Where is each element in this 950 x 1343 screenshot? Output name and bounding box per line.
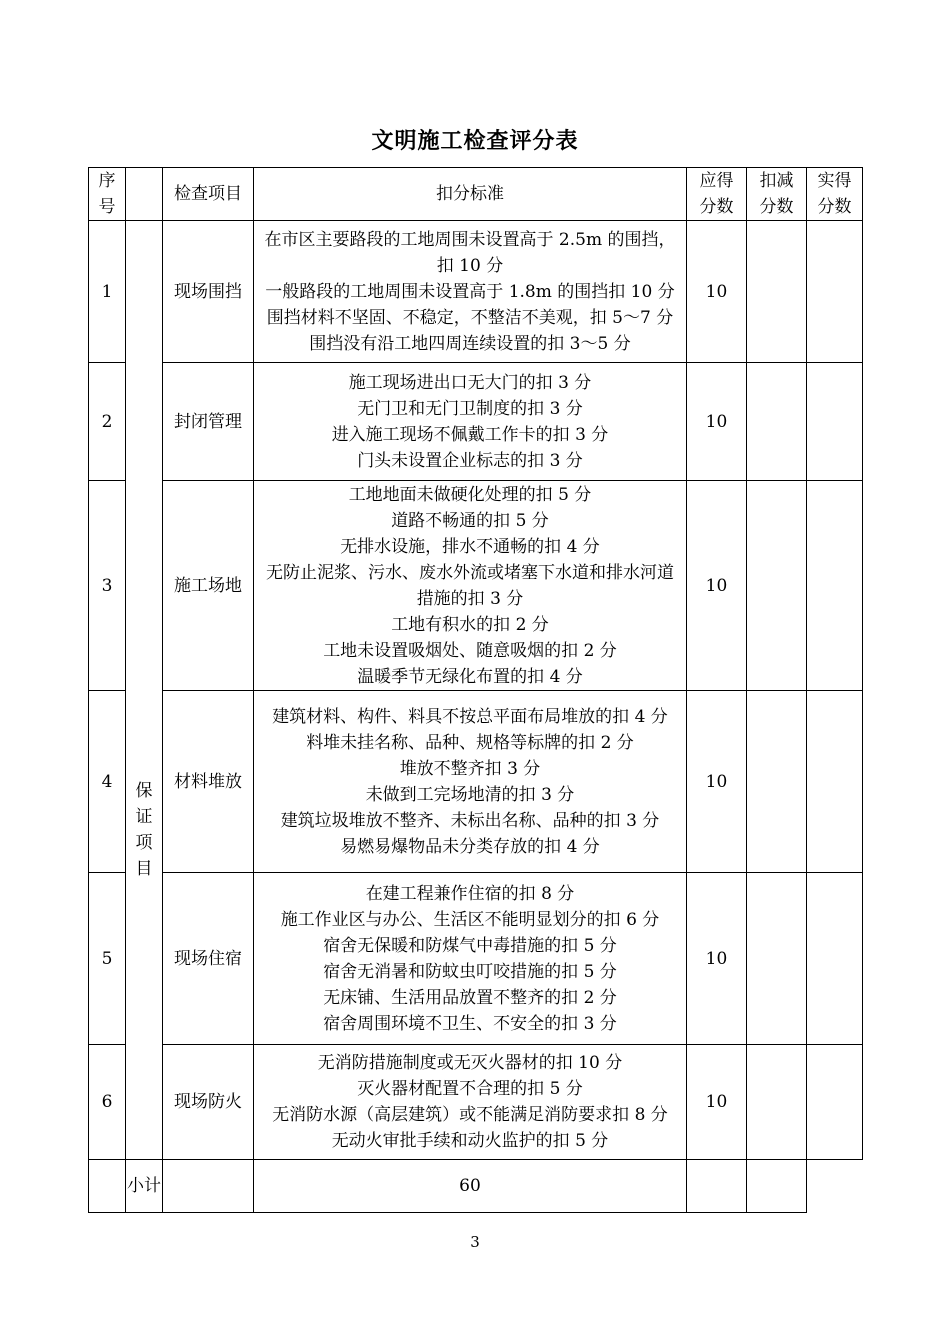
row-item: 封闭管理 — [163, 363, 254, 481]
criteria-line: 堆放不整齐扣 3 分 — [399, 758, 541, 779]
subtotal-deducted — [687, 1160, 747, 1213]
criteria-line: 一般路段的工地周围未设置高于 1.8m 的围挡扣 10 分 — [265, 281, 675, 302]
page-title: 文明施工检查评分表 — [371, 129, 579, 154]
criteria-line: 措施的扣 3 分 — [416, 588, 524, 609]
criteria-line: 门头未设置企业标志的扣 3 分 — [357, 450, 583, 471]
criteria-line: 未做到工完场地清的扣 3 分 — [365, 784, 575, 805]
criteria-line: 道路不畅通的扣 5 分 — [391, 510, 549, 531]
criteria-line: 料堆未挂名称、品种、规格等标牌的扣 2 分 — [306, 732, 634, 753]
criteria-line: 进入施工现场不佩戴工作卡的扣 3 分 — [331, 424, 609, 445]
criteria-line: 温暖季节无绿化布置的扣 4 分 — [357, 666, 583, 687]
criteria-line: 易燃易爆物品未分类存放的扣 4 分 — [340, 836, 600, 857]
header-category — [126, 168, 163, 221]
criteria-line: 无床铺、生活用品放置不整齐的扣 2 分 — [323, 987, 617, 1008]
subtotal-actual — [747, 1160, 807, 1213]
criteria-line: 无动火审批手续和动火监护的扣 5 分 — [331, 1131, 609, 1151]
criteria-line: 灭火器材配置不合理的扣 5 分 — [357, 1079, 583, 1099]
row-actual — [807, 1045, 863, 1160]
row-seq: 2 — [89, 363, 126, 481]
criteria-line: 工地有积水的扣 2 分 — [391, 614, 549, 635]
header-row — [89, 168, 863, 221]
row-full-score: 10 — [687, 691, 747, 873]
row-seq: 6 — [89, 1045, 126, 1160]
row-seq: 3 — [89, 481, 126, 691]
row-deducted — [747, 691, 807, 873]
header-deducted: 扣减分数 — [747, 168, 807, 221]
criteria-line: 无防止泥浆、污水、废水外流或堵塞下水道和排水河道 — [266, 562, 674, 583]
row-actual — [807, 363, 863, 481]
criteria-line: 无消防水源（高层建筑）或不能满足消防要求扣 8 分 — [272, 1105, 668, 1125]
row-item: 材料堆放 — [163, 691, 254, 873]
row-criteria — [254, 221, 687, 363]
row-criteria — [254, 873, 687, 1045]
criteria-line: 宿舍无保暖和防煤气中毒措施的扣 5 分 — [323, 935, 617, 956]
criteria-line: 施工作业区与办公、生活区不能明显划分的扣 6 分 — [280, 909, 660, 930]
criteria-line: 施工现场进出口无大门的扣 3 分 — [348, 372, 592, 393]
row-item: 施工场地 — [163, 481, 254, 691]
subtotal-row — [89, 1160, 863, 1213]
subtotal-seq — [89, 1160, 126, 1213]
row-deducted — [747, 481, 807, 691]
row-seq: 1 — [89, 221, 126, 363]
header-item: 检查项目 — [163, 168, 254, 221]
row-full-score: 10 — [687, 363, 747, 481]
row-deducted — [747, 1045, 807, 1160]
header-criteria: 扣分标准 — [254, 168, 687, 221]
row-item: 现场住宿 — [163, 873, 254, 1045]
score-table — [88, 167, 863, 1213]
row-item: 现场防火 — [163, 1045, 254, 1160]
row-criteria — [254, 1045, 687, 1160]
row-actual — [807, 221, 863, 363]
header-seq: 序号 — [89, 168, 126, 221]
criteria-line: 无门卫和无门卫制度的扣 3 分 — [357, 398, 583, 419]
table-row — [89, 691, 863, 873]
table-row — [89, 481, 863, 691]
subtotal-item: 小计 — [126, 1160, 163, 1213]
table-row — [89, 363, 863, 481]
category-cell — [126, 221, 163, 1160]
criteria-line: 扣 10 分 — [436, 255, 504, 276]
criteria-line: 在建工程兼作住宿的扣 8 分 — [365, 883, 575, 904]
row-seq: 5 — [89, 873, 126, 1045]
criteria-line: 工地未设置吸烟处、随意吸烟的扣 2 分 — [323, 640, 617, 661]
category-label: 保证项目 — [135, 781, 153, 879]
row-full-score: 10 — [687, 481, 747, 691]
row-full-score: 10 — [687, 221, 747, 363]
row-deducted — [747, 363, 807, 481]
row-actual — [807, 691, 863, 873]
header-full-score: 应得分数 — [687, 168, 747, 221]
criteria-line: 无排水设施，排水不通畅的扣 4 分 — [340, 536, 600, 557]
criteria-line: 建筑材料、构件、料具不按总平面布局堆放的扣 4 分 — [272, 706, 668, 727]
row-seq: 4 — [89, 691, 126, 873]
row-criteria — [254, 481, 687, 691]
criteria-line: 无消防措施制度或无灭火器材的扣 10 分 — [317, 1053, 623, 1073]
table-row — [89, 221, 863, 363]
row-item: 现场围挡 — [163, 221, 254, 363]
row-full-score: 10 — [687, 873, 747, 1045]
row-full-score: 10 — [687, 1045, 747, 1160]
criteria-line: 围挡没有沿工地四周连续设置的扣 3～5 分 — [309, 333, 631, 354]
header-actual: 实得分数 — [807, 168, 863, 221]
table-row — [89, 1045, 863, 1160]
criteria-line: 围挡材料不坚固、不稳定，不整洁不美观，扣 5～7 分 — [266, 307, 674, 328]
subtotal-full-score: 60 — [254, 1160, 687, 1213]
criteria-line: 在市区主要路段的工地周围未设置高于 2.5m 的围挡， — [264, 229, 676, 250]
page-number: 3 — [470, 1233, 480, 1251]
subtotal-criteria — [163, 1160, 254, 1213]
row-actual — [807, 481, 863, 691]
criteria-line: 宿舍无消暑和防蚊虫叮咬措施的扣 5 分 — [323, 961, 617, 982]
row-deducted — [747, 221, 807, 363]
table-row — [89, 873, 863, 1045]
row-deducted — [747, 873, 807, 1045]
row-criteria — [254, 691, 687, 873]
criteria-line: 宿舍周围环境不卫生、不安全的扣 3 分 — [323, 1013, 617, 1034]
criteria-line: 建筑垃圾堆放不整齐、未标出名称、品种的扣 3 分 — [280, 810, 660, 831]
row-actual — [807, 873, 863, 1045]
row-criteria — [254, 363, 687, 481]
criteria-line: 工地地面未做硬化处理的扣 5 分 — [348, 484, 592, 505]
